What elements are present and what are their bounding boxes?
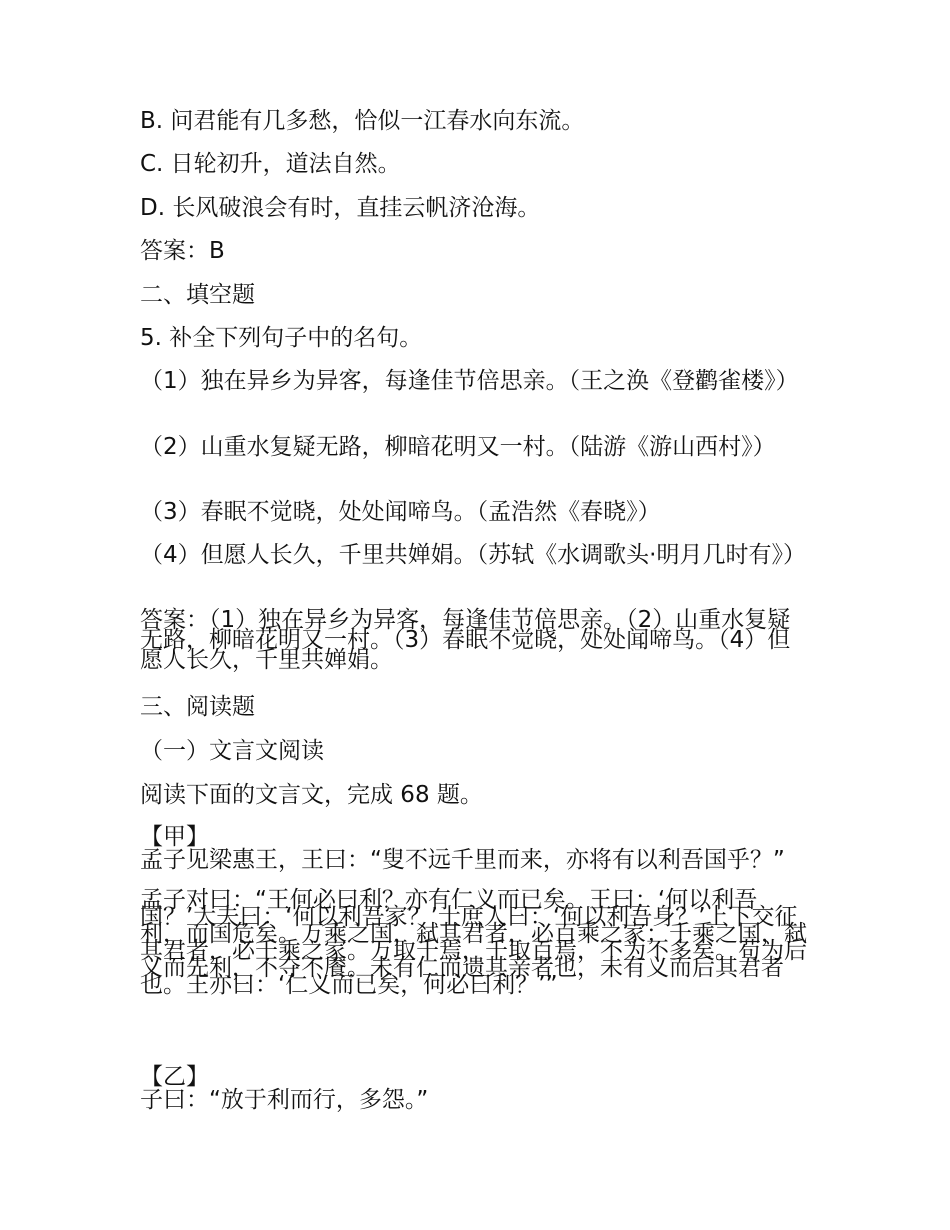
option-d: D. 长风破浪会有时，直挂云帆济沧海。 (140, 195, 541, 221)
option-b: B. 问君能有几多愁，恰似一江春水向东流。 (140, 108, 585, 134)
q5-item-1: （1）独在异乡为异客，每逢佳节倍思亲。（王之涣《登鹳雀楼》） (140, 368, 799, 394)
passage-jia-line-2: 孟子对曰：“王何必曰利？亦有仁义而已矣。王曰：‘何以利吾国？’大夫曰：‘何以利吾家？’士庶人曰：‘何以利吾身？’上下交征利，而国危矣。万乘之国，弑其君者，必百乘之家；千乘之国，弑其君者，必千乘之家。万取千焉，千取百焉，不为不多矣。苟为后义而先利，不夺不餍。未有仁而遗其亲者也，未有义而后其君者也。王亦曰：‘仁义而已矣，何必曰利？’” (140, 887, 807, 998)
option-c: C. 日轮初升，道法自然。 (140, 151, 401, 177)
answer-q4: 答案：B (140, 238, 225, 264)
q5-item-2: （2）山重水复疑无路，柳暗花明又一村。（陆游《游山西村》） (140, 434, 776, 460)
passage-jia-line-1: 孟子见梁惠王，王曰：“叟不远千里而来，亦将有以利吾国乎？” (140, 847, 785, 873)
passage-jia-label: 【甲】 (140, 824, 209, 850)
question-5: 5. 补全下列句子中的名句。 (140, 325, 423, 351)
answer-q5: 答案：（1）独在异乡为异客，每逢佳节倍思亲。（2）山重水复疑无路，柳暗花明又一村。（3）春眠不觉晓，处处闻啼鸟。（4）但愿人长久，千里共婵娟。 (140, 607, 791, 673)
reading-instructions: 阅读下面的文言文，完成 68 题。 (140, 782, 483, 808)
passage-yi-label: 【乙】 (140, 1064, 209, 1090)
section-heading-fill-blank: 二、填空题 (140, 282, 255, 308)
q5-item-4: （4）但愿人长久，千里共婵娟。（苏轼《水调歌头·明月几时有》） (140, 542, 806, 568)
section-heading-reading: 三、阅读题 (140, 694, 255, 720)
subsection-classical-chinese: （一）文言文阅读 (140, 738, 324, 764)
passage-yi-line-1: 子曰：“放于利而行，多怨。” (140, 1087, 429, 1113)
q5-item-3: （3）春眠不觉晓，处处闻啼鸟。（孟浩然《春晓》） (140, 499, 661, 525)
